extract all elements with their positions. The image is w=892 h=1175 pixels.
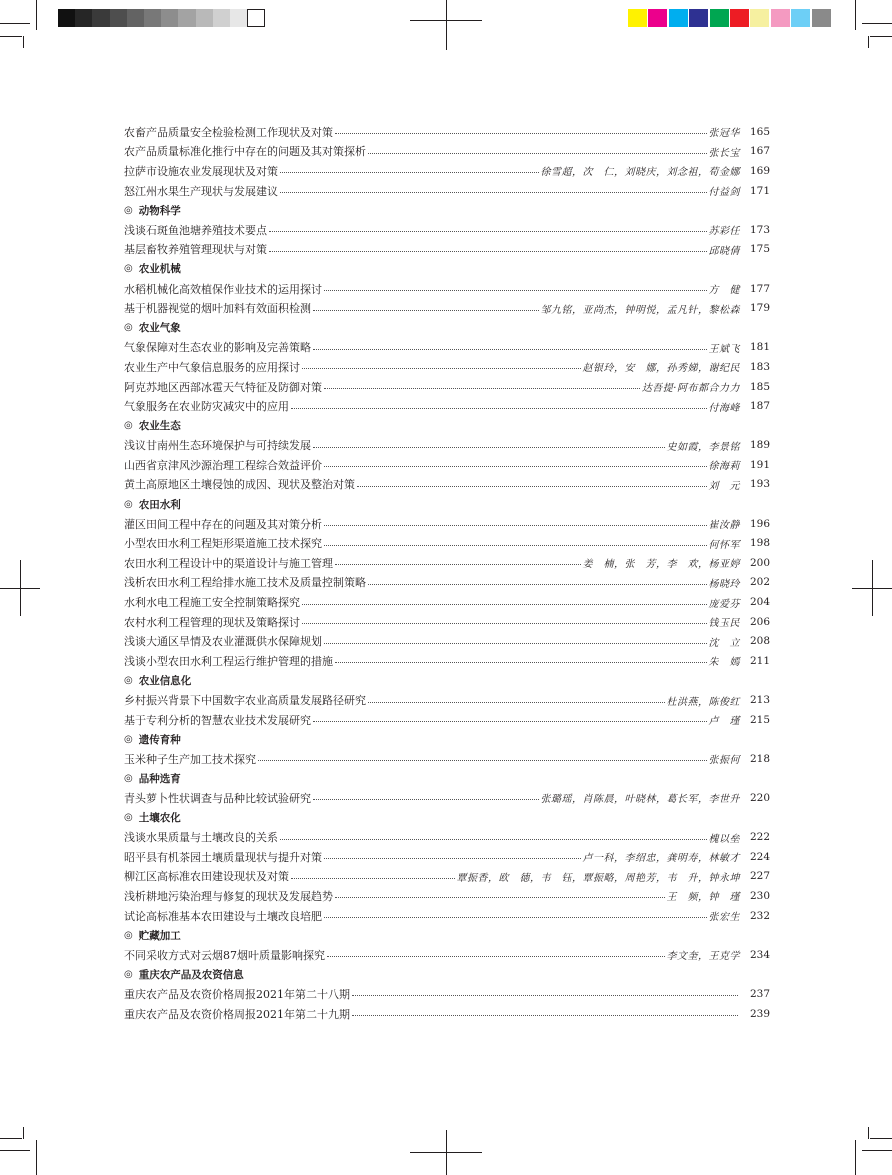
dot-leader — [324, 858, 581, 859]
entry-authors: 崔汝静 — [708, 520, 740, 532]
entry-title: 山西省京津风沙源治理工程综合效益评价 — [124, 458, 322, 472]
entry-title: 水稻机械化高效植保作业技术的运用探讨 — [124, 282, 322, 296]
entry-authors: 杨晓玲 — [708, 578, 740, 590]
entry-authors: 达吾提·阿布都合力力 — [641, 383, 740, 395]
entry-page-number: 204 — [749, 596, 770, 609]
entry-title: 试论高标准基本农田建设与土壤改良培肥 — [124, 909, 322, 923]
dot-leader — [335, 133, 707, 134]
toc-entry[interactable] — [124, 592, 770, 612]
entry-page-number: 206 — [749, 615, 770, 628]
entry-authors: 邹九铭，亚尚杰，钟明悦，孟凡针，黎松森 — [540, 304, 740, 316]
gray-swatch — [213, 9, 231, 27]
entry-authors: 沈 立 — [708, 637, 740, 649]
toc-entry[interactable] — [124, 906, 770, 926]
entry-authors: 刘 元 — [708, 480, 740, 492]
crop-mark — [36, 0, 37, 30]
entry-page-number: 193 — [749, 478, 770, 491]
dot-leader — [335, 662, 707, 663]
gray-swatch — [92, 9, 110, 27]
section-heading — [124, 729, 770, 749]
section-label: 贮藏加工 — [138, 929, 181, 942]
dot-leader — [324, 917, 707, 918]
dot-leader — [324, 643, 707, 644]
section-marker-icon: ◎ — [124, 674, 133, 686]
entry-authors: 钱玉民 — [708, 618, 740, 630]
entry-title: 农田水利工程设计中的渠道设计与施工管理 — [124, 556, 333, 570]
toc-entry[interactable] — [124, 651, 770, 671]
dot-leader — [324, 388, 640, 389]
dot-leader — [368, 584, 707, 585]
color-swatch — [710, 9, 729, 27]
dot-leader — [258, 760, 707, 761]
registration-mark — [446, 0, 447, 50]
toc-entry[interactable] — [124, 220, 770, 240]
toc-entry[interactable] — [124, 886, 770, 906]
entry-title: 昭平县有机茶园土壤质量现状与提升对策 — [124, 850, 322, 864]
toc-entry[interactable] — [124, 396, 770, 416]
toc-entry[interactable] — [124, 631, 770, 651]
section-heading — [124, 965, 770, 985]
entry-authors: 张冠华 — [708, 128, 740, 140]
toc-entry[interactable] — [124, 573, 770, 593]
toc-entry[interactable] — [124, 475, 770, 495]
toc-entry[interactable] — [124, 455, 770, 475]
entry-page-number: 208 — [749, 635, 770, 648]
entry-page-number: 200 — [749, 556, 770, 569]
entry-title: 基于机器视觉的烟叶加料有效面积检测 — [124, 302, 311, 316]
entry-authors: 王 频，钟 瑾 — [666, 892, 740, 904]
dot-leader — [269, 251, 707, 252]
dot-leader — [335, 564, 581, 565]
color-swatch — [628, 9, 647, 27]
toc-entry[interactable] — [124, 533, 770, 553]
crop-mark — [862, 23, 892, 24]
section-label: 遗传育种 — [138, 733, 181, 746]
entry-authors: 赵银玲，安 娜，孙秀娣，谢纪民 — [582, 363, 740, 375]
entry-title: 农畜产品质量安全检验检测工作现状及对策 — [124, 125, 333, 139]
gray-swatch — [196, 9, 214, 27]
entry-title: 浅谈水果质量与土壤改良的关系 — [124, 831, 278, 845]
entry-authors: 徐雪超，次 仁，刘晓庆，刘念祖，荀金娜 — [540, 167, 740, 179]
dot-leader — [368, 702, 665, 703]
entry-authors: 张振何 — [708, 755, 740, 767]
section-label: 动物科学 — [138, 204, 181, 217]
entry-authors: 付益剑 — [708, 187, 740, 199]
section-heading — [124, 259, 770, 279]
dot-leader — [313, 799, 539, 800]
entry-page-number: 218 — [749, 752, 770, 765]
entry-page-number: 239 — [749, 1007, 770, 1020]
toc-entry[interactable] — [124, 436, 770, 456]
entry-page-number: 167 — [749, 145, 770, 158]
toc-entry[interactable] — [124, 612, 770, 632]
toc-entry[interactable] — [124, 867, 770, 887]
section-marker-icon: ◎ — [124, 420, 133, 432]
gray-swatch — [178, 9, 196, 27]
entry-page-number: 191 — [749, 458, 770, 471]
registration-mark — [872, 560, 873, 616]
gray-swatch — [144, 9, 162, 27]
section-label: 土壤农化 — [138, 812, 181, 825]
entry-authors: 杜洪燕，陈俊红 — [666, 696, 740, 708]
crop-mark — [36, 1140, 37, 1175]
section-label: 品种选育 — [138, 772, 181, 785]
dot-leader — [324, 525, 707, 526]
entry-authors: 史如霞，李景铭 — [666, 441, 740, 453]
entry-authors: 付海峰 — [708, 402, 740, 414]
crop-mark — [868, 1127, 869, 1139]
entry-title: 拉萨市设施农业发展现状及对策 — [124, 164, 278, 178]
entry-page-number: 181 — [749, 341, 770, 354]
entry-authors: 王斌飞 — [708, 343, 740, 355]
dot-leader — [313, 310, 539, 311]
entry-title: 气象服务在农业防灾减灾中的应用 — [124, 400, 289, 414]
toc-entry[interactable] — [124, 827, 770, 847]
dot-leader — [302, 623, 707, 624]
toc-entry[interactable] — [124, 161, 770, 181]
crop-mark — [868, 36, 869, 48]
entry-page-number: 222 — [749, 831, 770, 844]
entry-page-number: 215 — [749, 713, 770, 726]
entry-page-number: 224 — [749, 850, 770, 863]
entry-title: 农村水利工程管理的现状及策略探讨 — [124, 615, 300, 629]
dot-leader — [302, 604, 707, 605]
section-marker-icon: ◎ — [124, 772, 133, 784]
color-swatch — [771, 9, 790, 27]
entry-authors: 卢 瑾 — [708, 716, 740, 728]
toc-entry[interactable] — [124, 847, 770, 867]
registration-mark — [20, 560, 21, 616]
toc-entry[interactable] — [124, 122, 770, 142]
dot-leader — [313, 721, 707, 722]
table-of-contents — [124, 122, 770, 1023]
dot-leader — [280, 172, 539, 173]
entry-title: 浅谈大通区旱情及农业灌溉供水保障规划 — [124, 635, 322, 649]
section-label: 农业机械 — [138, 263, 181, 276]
toc-entry[interactable] — [124, 945, 770, 965]
section-marker-icon: ◎ — [124, 929, 133, 941]
entry-title: 浅谈石斑鱼池塘养殖技术要点 — [124, 223, 267, 237]
color-swatch — [669, 9, 688, 27]
dot-leader — [280, 192, 707, 193]
entry-authors: 李文奎，王克学 — [666, 951, 740, 963]
toc-entry[interactable] — [124, 1004, 770, 1024]
section-heading — [124, 925, 770, 945]
dot-leader — [327, 956, 665, 957]
toc-entry[interactable] — [124, 788, 770, 808]
entry-page-number: 227 — [749, 870, 770, 883]
entry-title: 浅议甘南州生态环境保护与可持续发展 — [124, 439, 311, 453]
dot-leader — [368, 153, 707, 154]
entry-page-number: 196 — [749, 517, 770, 530]
section-heading — [124, 808, 770, 828]
entry-authors: 覃振香，欧 德，韦 钰，覃振略，周艳芳，韦 升，钟永坤 — [456, 872, 740, 884]
toc-entry[interactable] — [124, 181, 770, 201]
color-swatch — [648, 9, 667, 27]
entry-authors: 徐海莉 — [708, 461, 740, 473]
entry-title: 重庆农产品及农资价格周报2021年第二十九期 — [124, 1007, 350, 1021]
gray-swatch — [75, 9, 93, 27]
crop-mark — [855, 0, 856, 30]
toc-entry[interactable] — [124, 338, 770, 358]
entry-page-number: 232 — [749, 909, 770, 922]
entry-title: 基层畜牧养殖管理现状与对策 — [124, 243, 267, 257]
entry-page-number: 213 — [749, 694, 770, 707]
gray-swatch — [230, 9, 248, 27]
entry-page-number: 198 — [749, 537, 770, 550]
entry-page-number: 187 — [749, 400, 770, 413]
color-swatch — [730, 9, 749, 27]
entry-page-number: 175 — [749, 243, 770, 256]
gray-swatch — [127, 9, 145, 27]
color-swatch — [812, 9, 831, 27]
section-heading — [124, 416, 770, 436]
entry-title: 重庆农产品及农资价格周报2021年第二十八期 — [124, 987, 350, 1001]
dot-leader — [357, 486, 707, 487]
entry-authors: 方 健 — [708, 285, 740, 297]
dot-leader — [324, 466, 707, 467]
crop-mark — [0, 23, 30, 24]
entry-title: 气象保障对生态农业的影响及完善策略 — [124, 341, 311, 355]
entry-authors: 张璐瑶，肖陈晨，叶晓林，葛长军，李世升 — [540, 794, 740, 806]
entry-title: 玉米种子生产加工技术探究 — [124, 752, 256, 766]
crop-mark — [23, 36, 24, 48]
gray-swatch — [58, 9, 76, 27]
section-heading — [124, 200, 770, 220]
section-marker-icon: ◎ — [124, 733, 133, 745]
entry-title: 黄土高原地区土壤侵蚀的成因、现状及整治对策 — [124, 478, 355, 492]
toc-entry[interactable] — [124, 142, 770, 162]
section-label: 农业气象 — [138, 322, 181, 335]
entry-authors: 朱 嫣 — [708, 657, 740, 669]
entry-authors: 槐以垒 — [708, 833, 740, 845]
section-marker-icon: ◎ — [124, 263, 133, 275]
section-marker-icon: ◎ — [124, 498, 133, 510]
gray-swatch — [161, 9, 179, 27]
section-heading — [124, 769, 770, 789]
crop-mark — [870, 36, 892, 37]
dot-leader — [352, 1015, 738, 1016]
entry-authors: 庞爱芬 — [708, 598, 740, 610]
entry-authors: 姜 楠，张 芳，李 欢，杨亚婷 — [582, 559, 740, 571]
entry-page-number: 230 — [749, 889, 770, 902]
entry-page-number: 202 — [749, 576, 770, 589]
entry-title: 浅析耕地污染治理与修复的现状及发展趋势 — [124, 889, 333, 903]
section-marker-icon: ◎ — [124, 204, 133, 216]
section-marker-icon: ◎ — [124, 968, 133, 980]
toc-entry[interactable] — [124, 298, 770, 318]
entry-page-number: 183 — [749, 360, 770, 373]
dot-leader — [313, 349, 707, 350]
section-heading — [124, 494, 770, 514]
entry-page-number: 165 — [749, 125, 770, 138]
entry-title: 农业生产中气象信息服务的应用探讨 — [124, 360, 300, 374]
crop-mark — [23, 1127, 24, 1139]
entry-title: 不同采收方式对云烟87烟叶质量影响探究 — [124, 948, 325, 962]
entry-title: 小型农田水利工程矩形渠道施工技术探究 — [124, 537, 322, 551]
entry-authors: 卢一科，李绍忠，龚明寿，林敏才 — [582, 853, 740, 865]
entry-title: 阿克苏地区西部冰雹天气特征及防御对策 — [124, 380, 322, 394]
section-heading — [124, 671, 770, 691]
entry-authors: 何怀军 — [708, 539, 740, 551]
gray-swatch — [110, 9, 128, 27]
section-label: 农业信息化 — [138, 674, 192, 687]
toc-entry[interactable] — [124, 357, 770, 377]
toc-entry[interactable] — [124, 710, 770, 730]
registration-mark — [410, 1152, 482, 1153]
entry-title: 浅谈小型农田水利工程运行维护管理的措施 — [124, 654, 333, 668]
toc-entry[interactable] — [124, 377, 770, 397]
entry-title: 农产品质量标准化推行中存在的问题及其对策探析 — [124, 145, 366, 159]
entry-page-number: 189 — [749, 439, 770, 452]
entry-page-number: 177 — [749, 282, 770, 295]
toc-entry[interactable] — [124, 279, 770, 299]
entry-title: 浅析农田水利工程给排水施工技术及质量控制策略 — [124, 576, 366, 590]
registration-mark — [410, 20, 482, 21]
entry-page-number: 171 — [749, 184, 770, 197]
dot-leader — [313, 447, 665, 448]
entry-page-number: 179 — [749, 302, 770, 315]
crop-mark — [862, 1150, 892, 1151]
section-label: 农业生态 — [138, 420, 181, 433]
dot-leader — [352, 995, 738, 996]
toc-entry[interactable] — [124, 240, 770, 260]
entry-authors: 邱晓倩 — [708, 245, 740, 257]
section-marker-icon: ◎ — [124, 812, 133, 824]
entry-title: 基于专利分析的智慧农业技术发展研究 — [124, 713, 311, 727]
dot-leader — [324, 545, 707, 546]
crop-mark — [0, 36, 14, 37]
entry-page-number: 169 — [749, 164, 770, 177]
entry-authors: 苏彩任 — [708, 226, 740, 238]
dot-leader — [280, 839, 707, 840]
toc-entry[interactable] — [124, 514, 770, 534]
dot-leader — [335, 897, 665, 898]
gray-swatch — [247, 9, 265, 27]
entry-authors: 张长宝 — [708, 147, 740, 159]
color-swatch — [750, 9, 769, 27]
color-swatch — [791, 9, 810, 27]
entry-page-number: 211 — [749, 654, 770, 667]
entry-title: 青头萝卜性状调查与品种比较试验研究 — [124, 791, 311, 805]
entry-title: 灌区田间工程中存在的问题及其对策分析 — [124, 517, 322, 531]
dot-leader — [302, 368, 581, 369]
entry-title: 乡村振兴背景下中国数字农业高质量发展路径研究 — [124, 694, 366, 708]
entry-title: 怒江州水果生产现状与发展建议 — [124, 184, 278, 198]
entry-authors: 张宏生 — [708, 912, 740, 924]
entry-title: 水利水电工程施工安全控制策略探究 — [124, 596, 300, 610]
crop-mark — [870, 1138, 892, 1139]
entry-page-number: 237 — [749, 987, 770, 1000]
section-marker-icon: ◎ — [124, 322, 133, 334]
crop-mark — [855, 1140, 856, 1175]
dot-leader — [324, 290, 707, 291]
section-label: 农田水利 — [138, 498, 181, 511]
entry-page-number: 185 — [749, 380, 770, 393]
section-label: 重庆农产品及农资信息 — [138, 968, 244, 981]
dot-leader — [269, 231, 707, 232]
color-swatch — [689, 9, 708, 27]
crop-mark — [0, 1150, 30, 1151]
dot-leader — [291, 878, 455, 879]
entry-page-number: 173 — [749, 223, 770, 236]
entry-title: 柳江区高标准农田建设现状及对策 — [124, 870, 289, 884]
dot-leader — [291, 408, 707, 409]
toc-entry[interactable] — [124, 749, 770, 769]
toc-entry[interactable] — [124, 690, 770, 710]
toc-entry[interactable] — [124, 984, 770, 1004]
crop-mark — [0, 1138, 22, 1139]
section-heading — [124, 318, 770, 338]
entry-page-number: 220 — [749, 791, 770, 804]
toc-entry[interactable] — [124, 553, 770, 573]
entry-page-number: 234 — [749, 948, 770, 961]
